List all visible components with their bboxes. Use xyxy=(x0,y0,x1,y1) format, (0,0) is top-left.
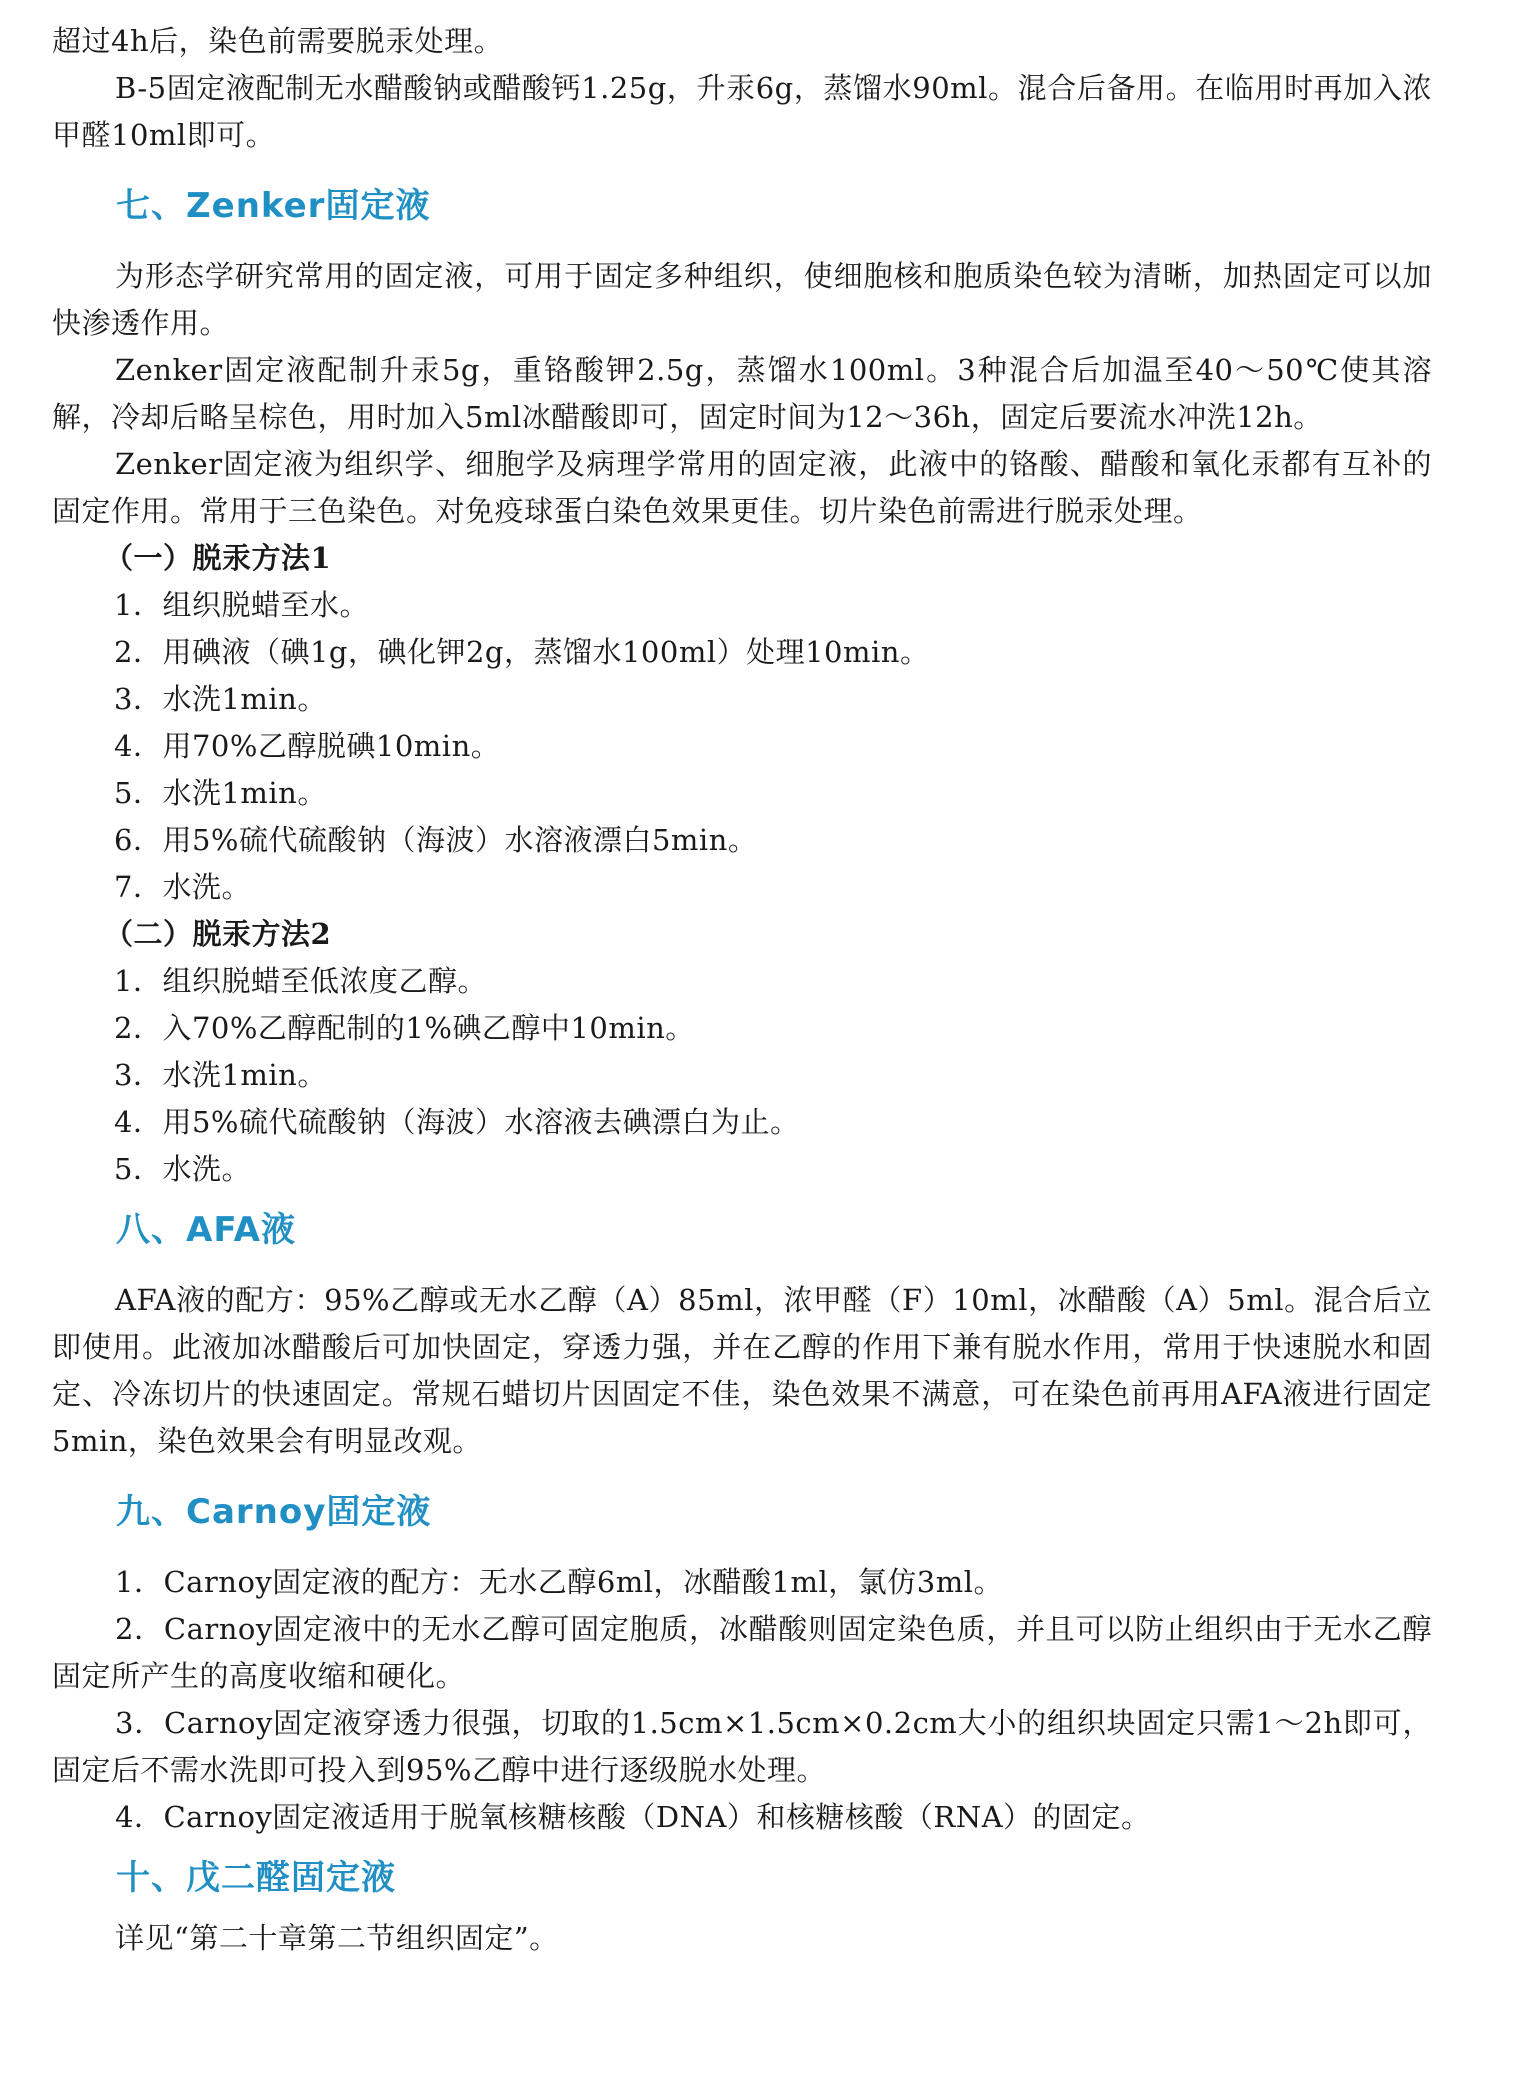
zenker-para-3: Zenker固定液为组织学、细胞学及病理学常用的固定液，此液中的铬酸、醋酸和氧化汞都有互补的固定作用。常用于三色染色。对免疫球蛋白染色效果更佳。切片染色前需进行脱汞处理。 xyxy=(52,447,1432,528)
method1-step: 7．水洗。 xyxy=(114,870,251,904)
afa-heading: 八、AFA液 xyxy=(116,1210,296,1250)
document-page xyxy=(52,18,1432,1962)
carnoy-item: 4．Carnoy固定液适用于脱氧核糖核酸（DNA）和核糖核酸（RNA）的固定。 xyxy=(115,1800,1151,1834)
carnoy-item: 3．Carnoy固定液穿透力很强，切取的1.5cm×1.5cm×0.2cm大小的组织块固定只需1～2h即可，固定后不需水洗即可投入到95%乙醇中进行逐级脱水处理。 xyxy=(52,1706,1432,1787)
intro-line: 超过4h后，染色前需要脱汞处理。 xyxy=(52,24,504,58)
method1-title: （一）脱汞方法1 xyxy=(104,541,332,575)
method2-step: 1．组织脱蜡至低浓度乙醇。 xyxy=(114,964,487,998)
carnoy-item: 1．Carnoy固定液的配方：无水乙醇6ml，冰醋酸1ml，氯仿3ml。 xyxy=(115,1565,1003,1599)
glutaraldehyde-paragraph: 详见“第二十章第二节组织固定”。 xyxy=(115,1921,559,1955)
method1-step: 3．水洗1min。 xyxy=(114,682,327,716)
method2-title: （二）脱汞方法2 xyxy=(104,917,332,951)
zenker-para-2: Zenker固定液配制升汞5g，重铬酸钾2.5g，蒸馏水100ml。3种混合后加温至40～50℃使其溶解，冷却后略呈棕色，用时加入5ml冰醋酸即可，固定时间为12～36h，固定后要流水冲洗12h。 xyxy=(52,353,1432,434)
method2-step: 5．水洗。 xyxy=(114,1152,251,1186)
method2-step: 3．水洗1min。 xyxy=(114,1058,327,1092)
method1-step: 2．用碘液（碘1g，碘化钾2g，蒸馏水100ml）处理10min。 xyxy=(114,635,930,669)
carnoy-heading: 九、Carnoy固定液 xyxy=(116,1492,432,1532)
method2-step: 2．入70%乙醇配制的1%碘乙醇中10min。 xyxy=(114,1011,695,1045)
b5-paragraph: B-5固定液配制无水醋酸钠或醋酸钙1.25g，升汞6g，蒸馏水90ml。混合后备用。在临用时再加入浓甲醛10ml即可。 xyxy=(52,71,1432,152)
zenker-para-1: 为形态学研究常用的固定液，可用于固定多种组织，使细胞核和胞质染色较为清晰，加热固定可以加快渗透作用。 xyxy=(52,259,1432,340)
method1-step: 5．水洗1min。 xyxy=(114,776,327,810)
method1-step: 4．用70%乙醇脱碘10min。 xyxy=(114,729,501,763)
zenker-heading: 七、Zenker固定液 xyxy=(116,186,431,226)
method1-step: 6．用5%硫代硫酸钠（海波）水溶液漂白5min。 xyxy=(114,823,758,857)
glutaraldehyde-heading: 十、戊二醛固定液 xyxy=(116,1858,396,1898)
method2-step: 4．用5%硫代硫酸钠（海波）水溶液去碘漂白为止。 xyxy=(114,1105,800,1139)
carnoy-item: 2．Carnoy固定液中的无水乙醇可固定胞质，冰醋酸则固定染色质，并且可以防止组织由于无水乙醇固定所产生的高度收缩和硬化。 xyxy=(52,1612,1432,1693)
afa-paragraph: AFA液的配方：95%乙醇或无水乙醇（A）85ml，浓甲醛（F）10ml，冰醋酸（A）5ml。混合后立即使用。此液加冰醋酸后可加快固定，穿透力强，并在乙醇的作用下兼有脱水作用，常用于快速脱水和固定、冷冻切片的快速固定。常规石蜡切片因固定不佳，染色效果不满意，可在染色前再用AFA液进行固定5min，染色效果会有明显改观。 xyxy=(52,1283,1432,1458)
method1-step: 1．组织脱蜡至水。 xyxy=(114,588,369,622)
